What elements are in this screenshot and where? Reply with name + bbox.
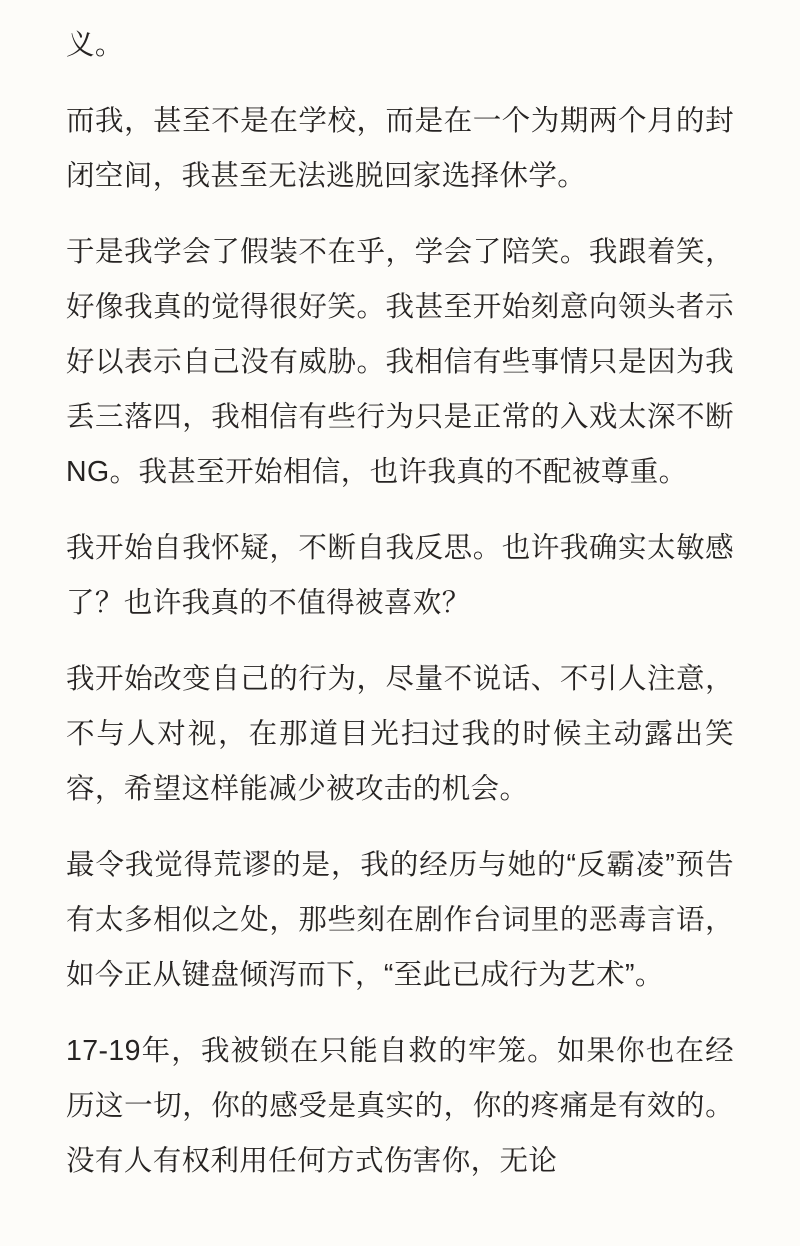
paragraph: 义。 xyxy=(66,29,124,61)
paragraph: 而我，甚至不是在学校，而是在一个为期两个月的封闭空间，我甚至无法逃脱回家选择休学。 xyxy=(66,105,734,192)
paragraph: 我开始改变自己的行为，尽量不说话、不引人注意，不与人对视，在那道目光扫过我的时候主动露出笑容，希望这样能减少被攻击的机会。 xyxy=(66,663,734,805)
paragraph: 17-19年，我被锁在只能自救的牢笼。如果你也在经历这一切，你的感受是真实的，你的疼痛是有效的。没有人有权利用任何方式伤害你，无论 xyxy=(66,1035,734,1177)
paragraph: 于是我学会了假装不在乎，学会了陪笑。我跟着笑，好像我真的觉得很好笑。我甚至开始刻意向领头者示好以表示自己没有威胁。我相信有些事情只是因为我丢三落四，我相信有些行为只是正常的入戏太深不断NG。我甚至开始相信，也许我真的不配被尊重。 xyxy=(66,236,734,488)
paragraph: 最令我觉得荒谬的是，我的经历与她的“反霸凌”预告有太多相似之处，那些刻在剧作台词里的恶毒言语，如今正从键盘倾泻而下，“至此已成行为艺术”。 xyxy=(66,849,734,991)
paragraph: 我开始自我怀疑，不断自我反思。也许我确实太敏感了？也许我真的不值得被喜欢？ xyxy=(66,532,734,619)
